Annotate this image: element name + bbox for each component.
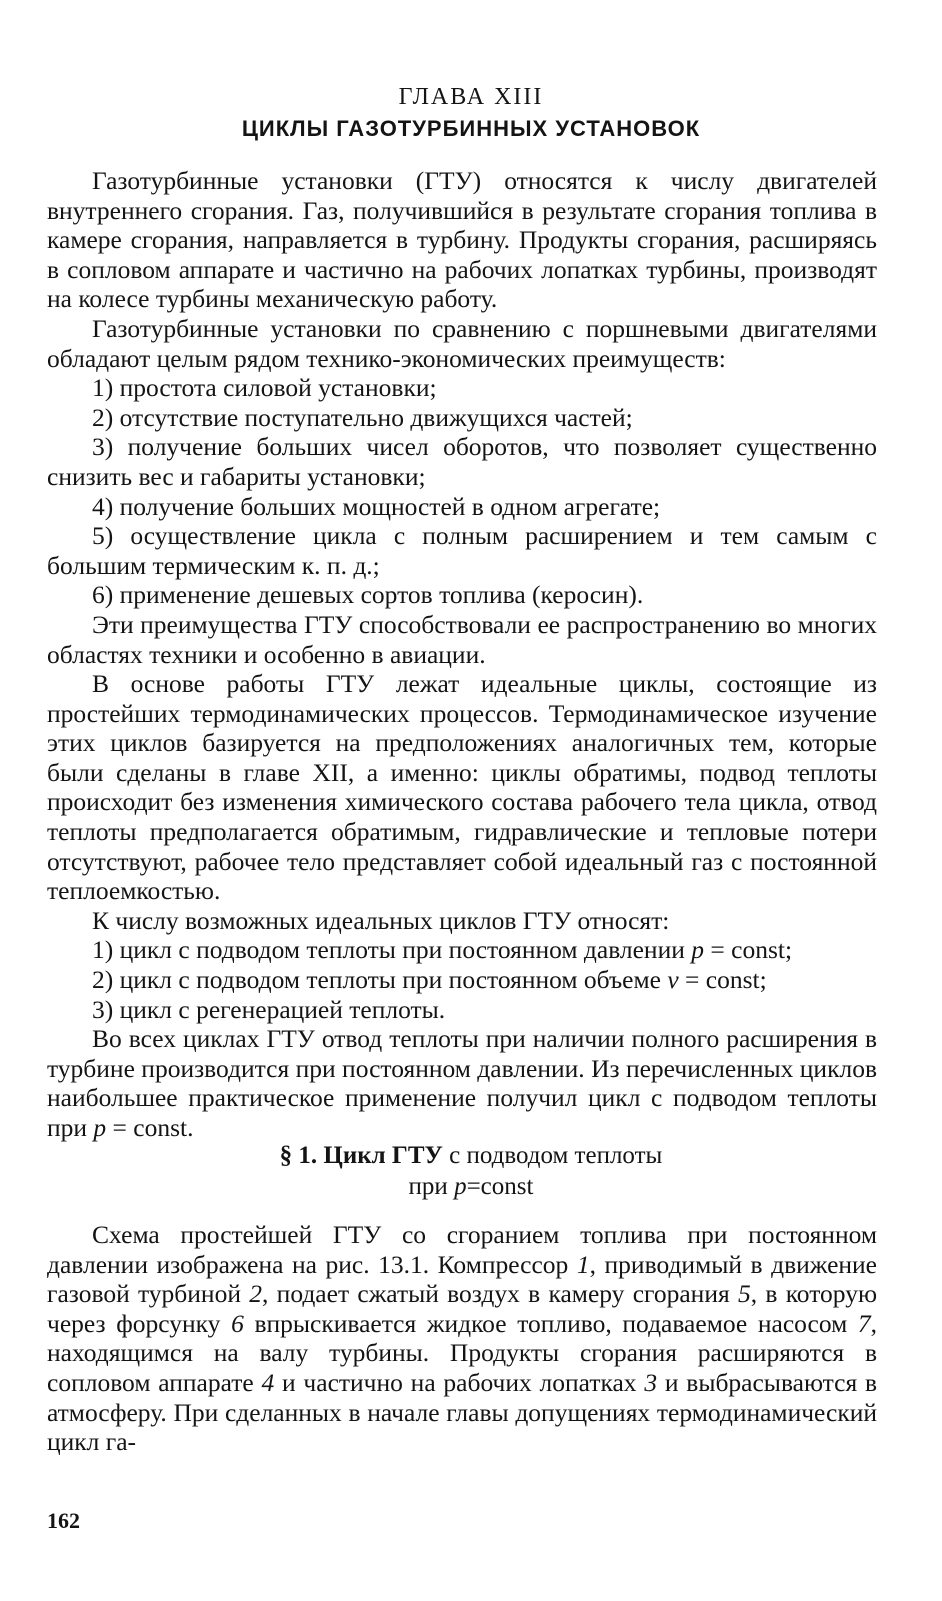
section-heading (0, 1140, 942, 1202)
section-heading-line (0, 1140, 942, 1171)
figure-ref: 5 (737, 1279, 751, 1309)
paragraph-text: впрыскивается жидкое топливо, подаваемое насосом (243, 1308, 858, 1338)
list-item: 1) простота силовой установки; (92, 373, 437, 403)
paragraph: Газотурбинные установки (ГТУ) относятся к числу двигателей внутреннего сгорания. Газ, получившийся в результате сгорания топлива в камере сгорания, направляется в турбину. Продукты сгорания, расширяясь в сопловом аппарате и частично на рабочих лопатках турбины, производят на колесе турбины механическую работу. (47, 166, 877, 314)
math-variable: p (93, 1113, 107, 1142)
list-item: 6) применение дешевых сортов топлива (керосин). (92, 580, 644, 610)
list-item: 3) цикл с регенерацией теплоты. (92, 994, 446, 1024)
math-variable: p (454, 1173, 467, 1200)
list-item-text: = const; (704, 935, 793, 965)
list-item: 4) получение больших мощностей в одном агрегате; (92, 491, 661, 521)
paragraph-text: и выбрасываются в атмосферу. При сделанных в начале главы допущениях термодинамический цикл га- (47, 1367, 878, 1457)
list-item: 2) отсутствие поступательно движущихся частей; (92, 402, 633, 432)
section-title-bold: Цикл ГТУ (323, 1142, 443, 1169)
figure-ref: 1 (576, 1249, 590, 1279)
figure-ref: 6 (231, 1308, 244, 1338)
list-item: 5) осуществление цикла с полным расширением и тем самым с большим термическим к. п. д.; (47, 521, 877, 580)
section-number: § 1. (279, 1142, 318, 1169)
paragraph-text: Во всех циклах ГТУ отвод теплоты при наличии полного расширения в турбине производится при постоянном давлении. Из перечисленных циклов наибольшее практическое применение получил цикл с подводом теплоты при (47, 1024, 877, 1142)
paragraph: Эти преимущества ГТУ способствовали ее распространению во многих областях техники и особенно в авиации. (47, 609, 877, 669)
paragraph: К числу возможных идеальных циклов ГТУ относят: (92, 905, 670, 935)
paragraph (47, 1024, 877, 1142)
section-body (47, 1220, 877, 1457)
chapter-body (47, 166, 877, 1143)
chapter-label: ГЛАВА XIII (398, 84, 544, 110)
section-title-rest: при (408, 1173, 455, 1200)
figure-ref: 2 (249, 1279, 263, 1309)
chapter-title: ЦИКЛЫ ГАЗОТУРБИННЫХ УСТАНОВОК (241, 116, 701, 141)
section-heading-line (0, 1171, 942, 1202)
section-title-rest: с подводом теплоты (442, 1142, 663, 1169)
figure-ref: 4 (261, 1367, 275, 1397)
paragraph-text: , подает сжатый воздух в камеру сгорания (262, 1279, 738, 1309)
figure-ref: 7 (857, 1308, 871, 1338)
math-variable: p (691, 935, 704, 965)
paragraph-text: Схема простейшей ГТУ со сгоранием топлива при постоянном давлении изображена на рис. 13.1. Компрессор (47, 1220, 877, 1279)
section-title-rest: =const (466, 1173, 534, 1200)
list-item (47, 935, 877, 965)
paragraph-text: , в которую через форсунку (47, 1279, 877, 1338)
figure-ref: 3 (644, 1367, 658, 1397)
list-item-text: = const; (678, 965, 767, 995)
math-variable: v (667, 965, 679, 995)
list-item: 3) получение больших чисел оборотов, что позволяет существенно снизить вес и габариты установки; (47, 432, 877, 491)
list-item-text: 1) цикл с подводом теплоты при постоянном давлении (92, 935, 692, 965)
paragraph-text: , находящимся на валу турбины. Продукты сгорания расширяются в сопловом аппарате (47, 1308, 877, 1397)
paragraph-text: , приводимый в движение газовой турбиной (47, 1249, 877, 1309)
paragraph-text: = const. (106, 1113, 194, 1142)
page-number: 162 (47, 1508, 80, 1533)
paragraph-text: и частично на рабочих лопатках (274, 1367, 645, 1397)
paragraph: В основе работы ГТУ лежат идеальные циклы, состоящие из простейших термодинамических процессов. Термодинамическое изучение этих циклов базируется на предположениях аналогичных тем, которые были сделаны в главе XII, а именно: циклы обратимы, подвод теплоты происходит без изменения химического состава рабочего тела цикла, отвод теплоты предполагается обратимым, гидравлические и тепловые потери отсутствуют, рабочее тело представляет собой идеальный газ с постоянной теплоемкостью. (47, 669, 877, 906)
paragraph (47, 1220, 877, 1457)
list-item (47, 965, 877, 995)
paragraph: Газотурбинные установки по сравнению с поршневыми двигателями обладают целым рядом технико-экономических преимуществ: (47, 313, 877, 373)
list-item-text: 2) цикл с подводом теплоты при постоянном объеме (92, 965, 668, 995)
